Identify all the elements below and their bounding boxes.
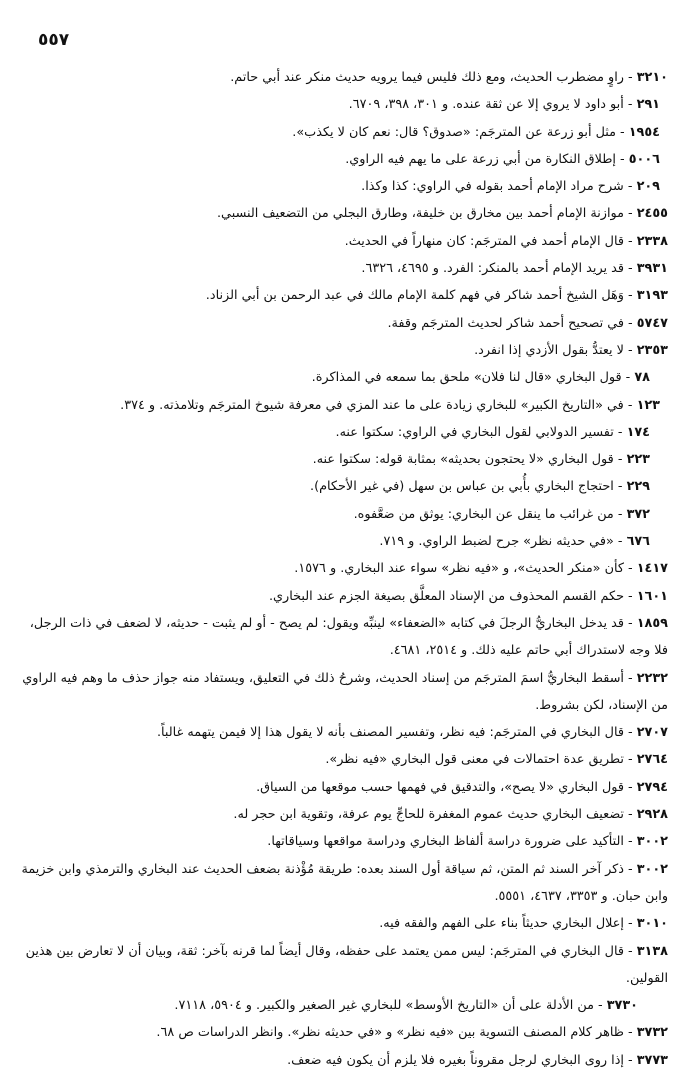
entry-number: ٢٣٣٨: [636, 233, 668, 249]
entry-number: ٣٧٣٢: [636, 1025, 668, 1041]
entry-text: تفسير الدولابي لقول البخاري في الراوي: سكتوا عنه.: [335, 424, 614, 440]
entry-text: إعلال البخاري حديثاً بناء على الفهم والفقه فيه.: [379, 916, 624, 932]
index-entry: ٣٧٣٢ - ظاهر كلام المصنف التسوية بين «فيه نظر» و «في حديثه نظر». وانظر الدراسات ص ٦٨.: [156, 1025, 668, 1041]
entry-text: قد يدخل البخاريُّ الرجلَ في كتابه «الضعفاء» لينبِّه ويقول: لم يصح - أو لم يثبت - حديثه، لا لضعف في ذات الرجل، فلا وجه لاستدراك أبي حاتم عليه ذلك. و ٢٥١٤، ٤٦٨١.: [29, 615, 668, 659]
entry-number: ١٩٥٤: [628, 124, 660, 140]
index-entry: ٣٠٠٢ - التأكيد على ضرورة دراسة ألفاظ البخاري ودراسة مواقعها وسياقاتها.: [267, 834, 668, 850]
entry-number: ٣٧٢: [626, 506, 650, 522]
index-entry: ٢٢٣٢ - أسقط البخاريُّ اسمَ المترجَم من إسناد الحديث، وشرحُ ذلك في التعليق، ويستفاد منه جواز حذف ما وهم فيه الراوي من الإسناد، لكن بشروط.: [22, 670, 668, 713]
index-entry: ١٨٥٩ - قد يدخل البخاريُّ الرجلَ في كتابه «الضعفاء» لينبِّه ويقول: لم يصح - أو لم يثبت - حديثه، لا لضعف في ذات الرجل، فلا وجه لاستدراك أبي حاتم عليه ذلك. و ٢٥١٤، ٤٦٨١.: [29, 615, 668, 659]
index-entry: ٣٧٧٣ - إذا روى البخاري لرجل مقروناً بغيره فلا يلزم أن يكون فيه ضعف.: [287, 1052, 668, 1068]
entry-number: ٢٢٩: [626, 479, 650, 495]
entry-number: ٣٧٣٠: [606, 998, 638, 1014]
entry-number: ٣٢١٠: [636, 70, 668, 85]
entry-text: التأكيد على ضرورة دراسة ألفاظ البخاري ودراسة مواقعها وسياقاتها.: [267, 834, 624, 850]
index-entry: ٢٧٩٤ - قول البخاري «لا يصح»، والتدقيق في فهمها حسب موقعها من السياق.: [256, 779, 668, 795]
entry-number: ٥٧٤٧: [636, 315, 668, 331]
entry-text: في تصحيح أحمد شاكر لحديث المترجَم وقفة.: [387, 315, 624, 331]
index-entry: ٢٣٥٣ - لا يعتدُّ بقول الأزدي إذا انفرد.: [474, 342, 668, 358]
entry-number: ٧٨: [634, 370, 650, 386]
index-entry: ٣٠١٠ - إعلال البخاري حديثاً بناء على الفهم والفقه فيه.: [379, 916, 668, 932]
entry-number: ٣١٣٨: [636, 943, 668, 959]
index-entry: ٢٧٦٤ - تطريق عدة احتمالات في معنى قول البخاري «فيه نظر».: [325, 752, 668, 768]
index-entry: ٢٩١ - أبو داود لا يروي إلا عن ثقة عنده. و ٣٠١، ٣٩٨، ٦٧٠٩.: [348, 97, 660, 113]
entry-text: إذا روى البخاري لرجل مقروناً بغيره فلا يلزم أن يكون فيه ضعف.: [287, 1052, 624, 1068]
entry-text: وَهَل الشيخ أحمد شاكر في فهم كلمة الإمام مالك في عبد الرحمن بن أبي الزناد.: [205, 288, 624, 304]
entry-number: ٣٩٣١: [636, 261, 668, 277]
entry-text: احتجاج البخاري بأُبي بن عباس بن سهل (في غير الأحكام).: [310, 479, 614, 495]
index-entry: ٢٢٣ - قول البخاري «لا يحتجون بحديثه» بمثابة قوله: سكتوا عنه.: [312, 452, 650, 468]
entry-text: تطريق عدة احتمالات في معنى قول البخاري «فيه نظر».: [325, 752, 624, 768]
entry-text: ذكر آخر السند ثم المتن، ثم سياقة أول السند بعده: طريقة مُؤْذنة بضعف الحديث عند البخاري والترمذي وابن خزيمة وابن حبان. و ٣٣٥٣، ٤٦٣٧، ٥٥٥١.: [21, 861, 668, 904]
entry-text: ظاهر كلام المصنف التسوية بين «فيه نظر» و «في حديثه نظر». وانظر الدراسات ص ٦٨.: [156, 1025, 624, 1041]
index-entry: ٦٧٦ - «في حديثه نظر» جرح لضبط الراوي. و ٧١٩.: [379, 534, 650, 550]
index-entry: ١٢٣ - في «التاريخ الكبير» للبخاري زيادة على ما عند المزي في معرفة شيوخ المترجَم وتلامذته. و ٣٧٤.: [120, 397, 660, 413]
index-entry: ٣٢١٠ - راوٍ مضطرب الحديث، ومع ذلك فليس فيما يرويه حديث منكر عند أبي حاتم.: [230, 70, 668, 85]
entry-text: مثل أبو زرعة عن المترجَم: «صدوق؟ قال: نعم كان لا يكذب».: [292, 124, 616, 140]
index-entry: ٣٧٢ - من غرائب ما ينقل عن البخاري: يوثق من ضعَّفوه.: [353, 506, 650, 522]
entry-text: حكم القسم المحذوف من الإسناد المعلَّق بصيغة الجزم عند البخاري.: [268, 588, 624, 604]
entry-text: من غرائب ما ينقل عن البخاري: يوثق من ضعَّفوه.: [353, 506, 614, 522]
entry-number: ٦٧٦: [626, 534, 650, 550]
entry-number: ٢٢٣: [626, 452, 650, 468]
entry-text: أسقط البخاريُّ اسمَ المترجَم من إسناد الحديث، وشرحُ ذلك في التعليق، ويستفاد منه جواز حذف ما وهم فيه الراوي من الإسناد، لكن بشروط.: [22, 670, 668, 713]
entry-text: قول البخاري «قال لنا فلان» ملحق بما سمعه في المذاكرة.: [311, 370, 622, 386]
entry-number: ٢٧٩٤: [636, 779, 668, 795]
entry-number: ٢٩٢٨: [636, 807, 668, 823]
entry-number: ٢٩١: [636, 97, 660, 113]
index-entry: ٣١٣٨ - قال البخاري في المترجَم: ليس ممن يعتمد على حفظه، وقال أيضاً لما قرنه بآخر: ثقة، وبيان أن لا تعارض بين هذين القولين.: [25, 943, 668, 986]
entry-number: ٣٧٧٣: [636, 1052, 668, 1068]
entry-number: ١٢٣: [636, 397, 660, 413]
entry-number: ١٦٠١: [636, 588, 668, 604]
index-entry: ٣١٩٣ - وَهَل الشيخ أحمد شاكر في فهم كلمة الإمام مالك في عبد الرحمن بن أبي الزناد.: [205, 288, 668, 304]
entry-number: ٣٠٠٢: [636, 834, 668, 850]
entry-number: ٢٣٥٣: [636, 342, 668, 358]
entry-number: ١٧٤: [626, 424, 650, 440]
entry-text: من الأدلة على أن «التاريخ الأوسط» للبخاري غير الصغير والكبير. و ٥٩٠٤، ٧١١٨.: [174, 998, 594, 1014]
entry-number: ٣٠١٠: [636, 916, 668, 932]
index-entry: ٢٢٩ - احتجاج البخاري بأُبي بن عباس بن سهل (في غير الأحكام).: [310, 479, 650, 495]
entry-number: ١٤١٧: [636, 561, 668, 577]
entry-text: قال الإمام أحمد في المترجَم: كان منهاراً في الحديث.: [344, 233, 624, 249]
entry-number: ١٨٥٩: [636, 615, 668, 631]
entry-number: ٢٧٠٧: [636, 725, 668, 741]
index-entry: ٥٧٤٧ - في تصحيح أحمد شاكر لحديث المترجَم وقفة.: [387, 315, 668, 331]
entry-text: راوٍ مضطرب الحديث، ومع ذلك فليس فيما يرويه حديث منكر عند أبي حاتم.: [230, 70, 624, 85]
index-entries: [20, 64, 668, 1074]
entry-text: قال البخاري في المترجَم: ليس ممن يعتمد على حفظه، وقال أيضاً لما قرنه بآخر: ثقة، وبيان أن لا تعارض بين هذين القولين.: [25, 943, 668, 986]
entry-text: كأن «منكر الحديث»، و «فيه نظر» سواء عند البخاري. و ١٥٧٦.: [294, 561, 624, 577]
index-entry: ٣٩٣١ - قد يريد الإمام أحمد بالمنكر: الفرد. و ٤٦٩٥، ٦٣٢٦.: [361, 261, 668, 277]
index-entry: ١٧٤ - تفسير الدولابي لقول البخاري في الراوي: سكتوا عنه.: [335, 424, 650, 440]
entry-number: ٢٧٦٤: [636, 752, 668, 768]
index-entry: ٢٧٠٧ - قال البخاري في المترجَم: فيه نظر، وتفسير المصنف بأنه لا يقول هذا إلا فيمن يتهمه غالباً.: [156, 725, 668, 741]
entry-text: قال البخاري في المترجَم: فيه نظر، وتفسير المصنف بأنه لا يقول هذا إلا فيمن يتهمه غالباً.: [156, 725, 624, 741]
index-entry: ٢٤٥٥ - موازنة الإمام أحمد بين مخارق بن خليفة، وطارق البجلي من التضعيف النسبي.: [216, 206, 668, 222]
entry-number: ٥٠٠٦: [628, 151, 660, 167]
page-number: ٥٥٧: [38, 30, 70, 50]
entry-text: قد يريد الإمام أحمد بالمنكر: الفرد. و ٤٦٩٥، ٦٣٢٦.: [361, 261, 624, 277]
entry-text: تضعيف البخاري حديث عموم المغفرة للحاجِّ يوم عرفة، وتقوية ابن حجر له.: [233, 807, 624, 823]
entry-text: «في حديثه نظر» جرح لضبط الراوي. و ٧١٩.: [379, 534, 614, 550]
entry-number: ٢٠٩: [636, 179, 660, 195]
index-entry: ٣٠٠٢ - ذكر آخر السند ثم المتن، ثم سياقة أول السند بعده: طريقة مُؤْذنة بضعف الحديث عند البخاري والترمذي وابن خزيمة وابن حبان. و ٣٣٥٣، ٤٦٣٧، ٥٥٥١.: [21, 861, 668, 904]
index-entry: ١٤١٧ - كأن «منكر الحديث»، و «فيه نظر» سواء عند البخاري. و ١٥٧٦.: [294, 561, 668, 577]
entry-number: ٣٠٠٢: [636, 861, 668, 877]
index-entry: ٢٠٩ - شرح مراد الإمام أحمد بقوله في الراوي: كذا وكذا.: [361, 179, 660, 195]
entry-text: في «التاريخ الكبير» للبخاري زيادة على ما عند المزي في معرفة شيوخ المترجَم وتلامذته. و ٣٧٤.: [120, 397, 624, 413]
entry-text: أبو داود لا يروي إلا عن ثقة عنده. و ٣٠١، ٣٩٨، ٦٧٠٩.: [348, 97, 624, 113]
entry-text: قول البخاري «لا يصح»، والتدقيق في فهمها حسب موقعها من السياق.: [256, 779, 624, 795]
index-entry: ٣٧٣٠ - من الأدلة على أن «التاريخ الأوسط» للبخاري غير الصغير والكبير. و ٥٩٠٤، ٧١١٨.: [174, 998, 638, 1014]
entry-text: إطلاق النكارة من أبي زرعة على ما يهم فيه الراوي.: [345, 151, 616, 167]
entry-text: قول البخاري «لا يحتجون بحديثه» بمثابة قوله: سكتوا عنه.: [312, 452, 614, 468]
index-entry: ١٦٠١ - حكم القسم المحذوف من الإسناد المعلَّق بصيغة الجزم عند البخاري.: [268, 588, 668, 604]
index-entry: ٢٣٣٨ - قال الإمام أحمد في المترجَم: كان منهاراً في الحديث.: [344, 233, 668, 249]
index-entry: ٧٨ - قول البخاري «قال لنا فلان» ملحق بما سمعه في المذاكرة.: [311, 370, 650, 386]
index-entry: ٥٠٠٦ - إطلاق النكارة من أبي زرعة على ما يهم فيه الراوي.: [345, 151, 660, 167]
entry-number: ٣١٩٣: [636, 288, 668, 304]
entry-text: موازنة الإمام أحمد بين مخارق بن خليفة، وطارق البجلي من التضعيف النسبي.: [216, 206, 624, 222]
index-entry: ٢٩٢٨ - تضعيف البخاري حديث عموم المغفرة للحاجِّ يوم عرفة، وتقوية ابن حجر له.: [233, 807, 668, 823]
index-entry: ١٩٥٤ - مثل أبو زرعة عن المترجَم: «صدوق؟ قال: نعم كان لا يكذب».: [292, 124, 660, 140]
entry-text: شرح مراد الإمام أحمد بقوله في الراوي: كذا وكذا.: [361, 179, 624, 195]
entry-number: ٢٤٥٥: [636, 206, 668, 222]
entry-text: لا يعتدُّ بقول الأزدي إذا انفرد.: [474, 342, 624, 358]
entry-number: ٢٢٣٢: [636, 670, 668, 686]
